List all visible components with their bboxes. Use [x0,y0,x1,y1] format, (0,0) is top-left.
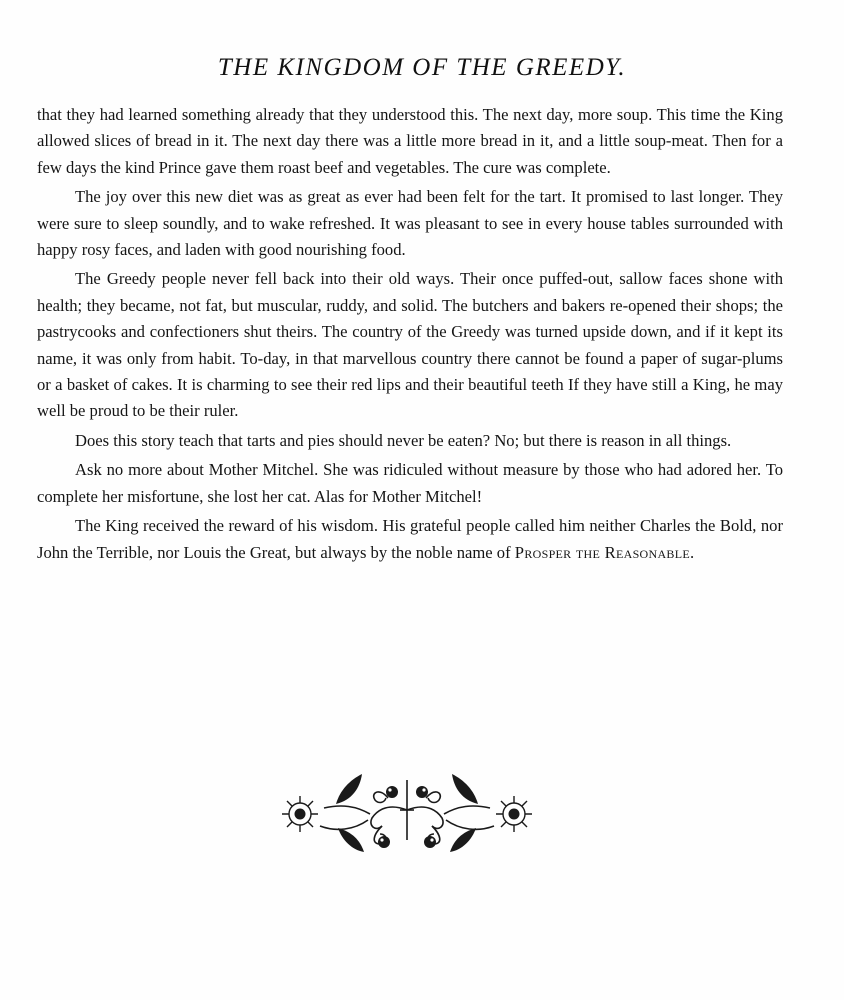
paragraph-2: The joy over this new diet was as great as ever had been felt for the tart. It promised to last longer. They were sure to sleep soundly, and to wake refreshed. It was pleasant to see in every house tables surrounded with happy rosy faces, and laden with good nourishing food. [37,187,783,260]
floral-ornament-icon [276,768,538,856]
paragraph-4: Does this story teach that tarts and pies should never be eaten? No; but there is reason in all things. [75,430,732,450]
running-header: THE KINGDOM OF THE GREEDY. [217,54,627,81]
paragraph-6-text: The King received the reward of his wisdom. His grateful people called him neither Charles the Bold, nor John the Terrible, nor Louis the Great, but always by the noble name of [37,516,783,562]
paragraph-3: The Greedy people never fell back into their old ways. Their once puffed-out, sallow faces shone with health; they became, not fat, but muscular, ruddy, and solid. The butchers and bakers re-opened their shops; the pastrycooks and confectioners shut theirs. The country of the Greedy was turned upside down, and if it kept its name, it was only from habit. To-day, in that marvellous country there cannot be found a paper of sugar-plums or a basket of cakes. It is charming to see their red lips and their beautiful teeth If they have still a King, he may well be proud to be their ruler. [37,269,783,421]
paragraph-5: Ask no more about Mother Mitchel. She was ridiculed without measure by those who had adored her. To complete her misfortune, she lost her cat. Alas for Mother Mitchel! [37,460,783,506]
paragraph-1: that they had learned something already that they understood this. The next day, more soup. This time the King allowed slices of bread in it. The next day there was a little more bread in it, and a little soup-meat. Then for a few days the kind Prince gave them roast beef and vegetables. The cure was complete. [37,105,783,177]
body-text [37,102,783,566]
paragraph-6 [37,513,783,566]
king-name: Prosper the Reasonable. [514,542,695,562]
